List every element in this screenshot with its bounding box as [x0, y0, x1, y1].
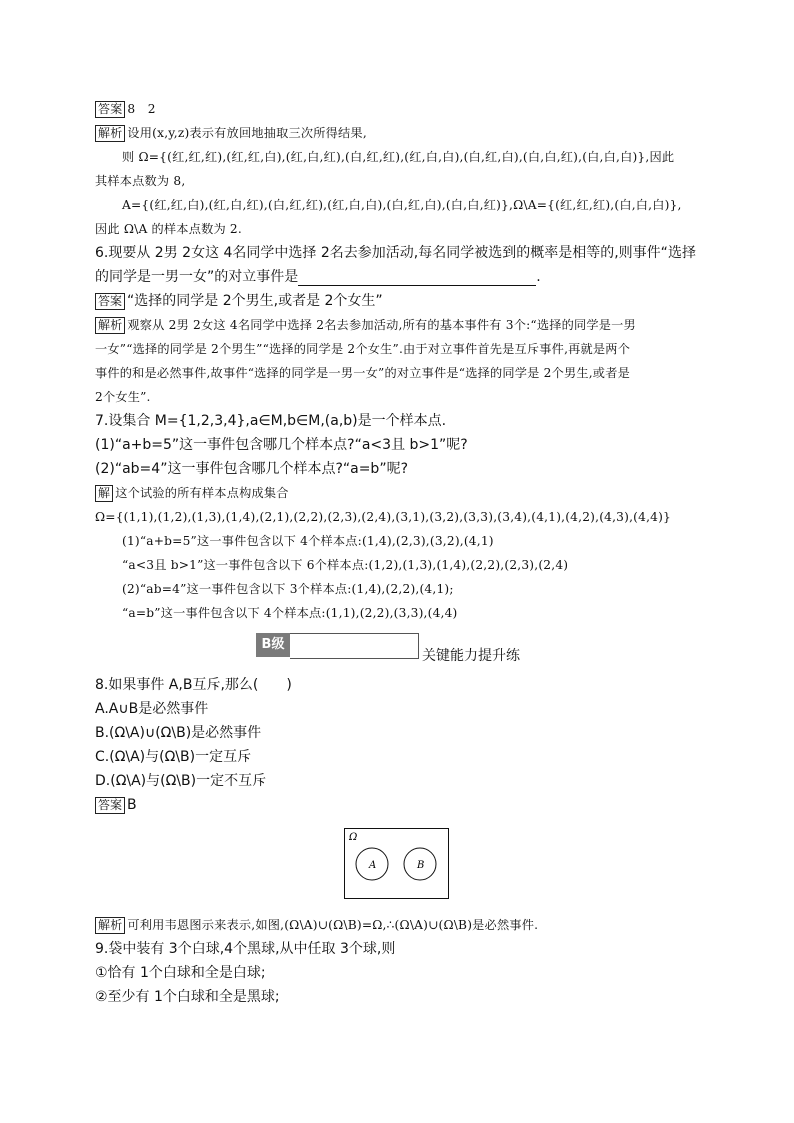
analysis-6-line: 一女”“选择的同学是 2个男生”“选择的同学是 2个女生”.由于对立事件首先是互斥事件,再就是两个 — [95, 342, 631, 356]
analysis-tag: 解析 — [95, 917, 125, 934]
venn-universe-box — [345, 829, 449, 899]
question-6-end: . — [536, 269, 541, 285]
answer-text: “选择的同学是 2个男生,或者是 2个女生” — [127, 293, 383, 309]
analysis-tag: 解析 — [95, 125, 125, 142]
analysis-5-line: A={(红,红,白),(红,白,红),(白,红,红),(红,白,白),(白,红,白),(白,白,红)},Ω\A={(红,红,红),(白,白,白)}, — [122, 198, 682, 212]
analysis-6-line: 2个女生”. — [95, 390, 151, 404]
solution-7-omega: Ω={(1,1),(1,2),(1,3),(1,4),(2,1),(2,2),(2,3),(2,4),(3,1),(3,2),(3,3),(3,4),(4,1),(4,2),(4,3),(4,4)} — [95, 510, 672, 524]
venn-diagram — [344, 828, 450, 900]
venn-label-b: B — [417, 860, 425, 871]
solution-text: 这个试验的所有样本点构成集合 — [115, 486, 289, 500]
analysis-5-line: 则 Ω={(红,红,红),(红,红,白),(红,白,红),(白,红,红),(红,白,白),(白,红,白),(白,白,红),(白,白,白)},因此 — [122, 150, 675, 164]
analysis-5-intro — [95, 124, 705, 142]
question-8: 8.如果事件 A,B互斥,那么( ) — [95, 677, 292, 693]
venn-label-a: A — [369, 860, 377, 871]
solution-7-line: “a<3且 b>1”这一事件包含以下 6个样本点:(1,2),(1,3),(1,4),(2,2),(2,3),(2,4) — [122, 558, 569, 572]
analysis-text: 观察从 2男 2女这 4名同学中选择 2名去参加活动,所有的基本事件有 3个:“选择的同学是一男 — [127, 318, 636, 332]
option-b: B.(Ω\A)∪(Ω\B)是必然事件 — [95, 725, 262, 741]
solution-7-line: “a=b”这一事件包含以下 4个样本点:(1,1),(2,2),(3,3),(4,4) — [122, 606, 458, 620]
question-9-item-1: ①恰有 1个白球和全是白球; — [95, 965, 266, 981]
answer-tag: 答案 — [95, 293, 125, 310]
answer-tag: 答案 — [95, 797, 125, 814]
solution-7-line: (1)“a+b=5”这一事件包含以下 4个样本点:(1,4),(2,3),(3,2),(4,1) — [122, 534, 494, 548]
analysis-text: 可利用韦恩图示来表示,如图,(Ω\A)∪(Ω\B)=Ω,∴(Ω\A)∪(Ω\B)是必然事件. — [127, 918, 539, 932]
analysis-6-line: 事件的和是必然事件,故事件“选择的同学是一男一女”的对立事件是“选择的同学是 2个男生,或者是 — [95, 366, 630, 380]
analysis-5-line: 其样本点数为 8, — [95, 174, 186, 188]
analysis-text: 设用(x,y,z)表示有放回地抽取三次所得结果, — [127, 126, 367, 140]
question-6: 6.现要从 2男 2女这 4名同学中选择 2名去参加活动,每名同学被选到的概率是相等的,则事件“选择 — [95, 245, 696, 261]
question-7: 7.设集合 M={1,2,3,4},a∈M,b∈M,(a,b)是一个样本点. — [95, 413, 447, 429]
question-9-item-2: ②至少有 1个白球和全是黑球; — [95, 989, 280, 1005]
question-7-part-2: (2)“ab=4”这一事件包含哪几个样本点?“a=b”呢? — [95, 461, 409, 477]
answer-tag: 答案 — [95, 101, 125, 118]
question-6-text: 的同学是一男一女”的对立事件是 — [95, 269, 299, 285]
question-7-part-1: (1)“a+b=5”这一事件包含哪几个样本点?“a<3且 b>1”呢? — [95, 437, 468, 453]
answer-text: B — [127, 797, 137, 813]
answer-6 — [95, 292, 705, 310]
solution-7 — [95, 484, 705, 502]
option-c: C.(Ω\A)与(Ω\B)一定互斥 — [95, 749, 252, 765]
analysis-5-line: 因此 Ω\A 的样本点数为 2. — [95, 222, 242, 236]
answer-8 — [95, 796, 705, 814]
section-title: 关键能力提升练 — [422, 648, 520, 664]
question-6-cont — [95, 268, 705, 286]
analysis-8 — [95, 916, 705, 934]
question-9: 9.袋中装有 3个白球,4个黑球,从中任取 3个球,则 — [95, 941, 396, 957]
answer-5 — [95, 100, 705, 118]
option-d: D.(Ω\A)与(Ω\B)一定不互斥 — [95, 773, 267, 789]
answer-blank — [298, 271, 536, 286]
solution-7-line: (2)“ab=4”这一事件包含以下 3个样本点:(1,4),(2,2),(4,1); — [122, 582, 454, 596]
section-badge: B级 — [256, 633, 290, 657]
solution-tag: 解 — [95, 485, 113, 502]
answer-text: 8 2 — [127, 102, 156, 116]
analysis-6 — [95, 316, 705, 334]
option-a: A.A∪B是必然事件 — [95, 701, 209, 717]
section-frame — [290, 633, 419, 659]
venn-omega-label: Ω — [349, 832, 358, 843]
analysis-tag: 解析 — [95, 317, 125, 334]
